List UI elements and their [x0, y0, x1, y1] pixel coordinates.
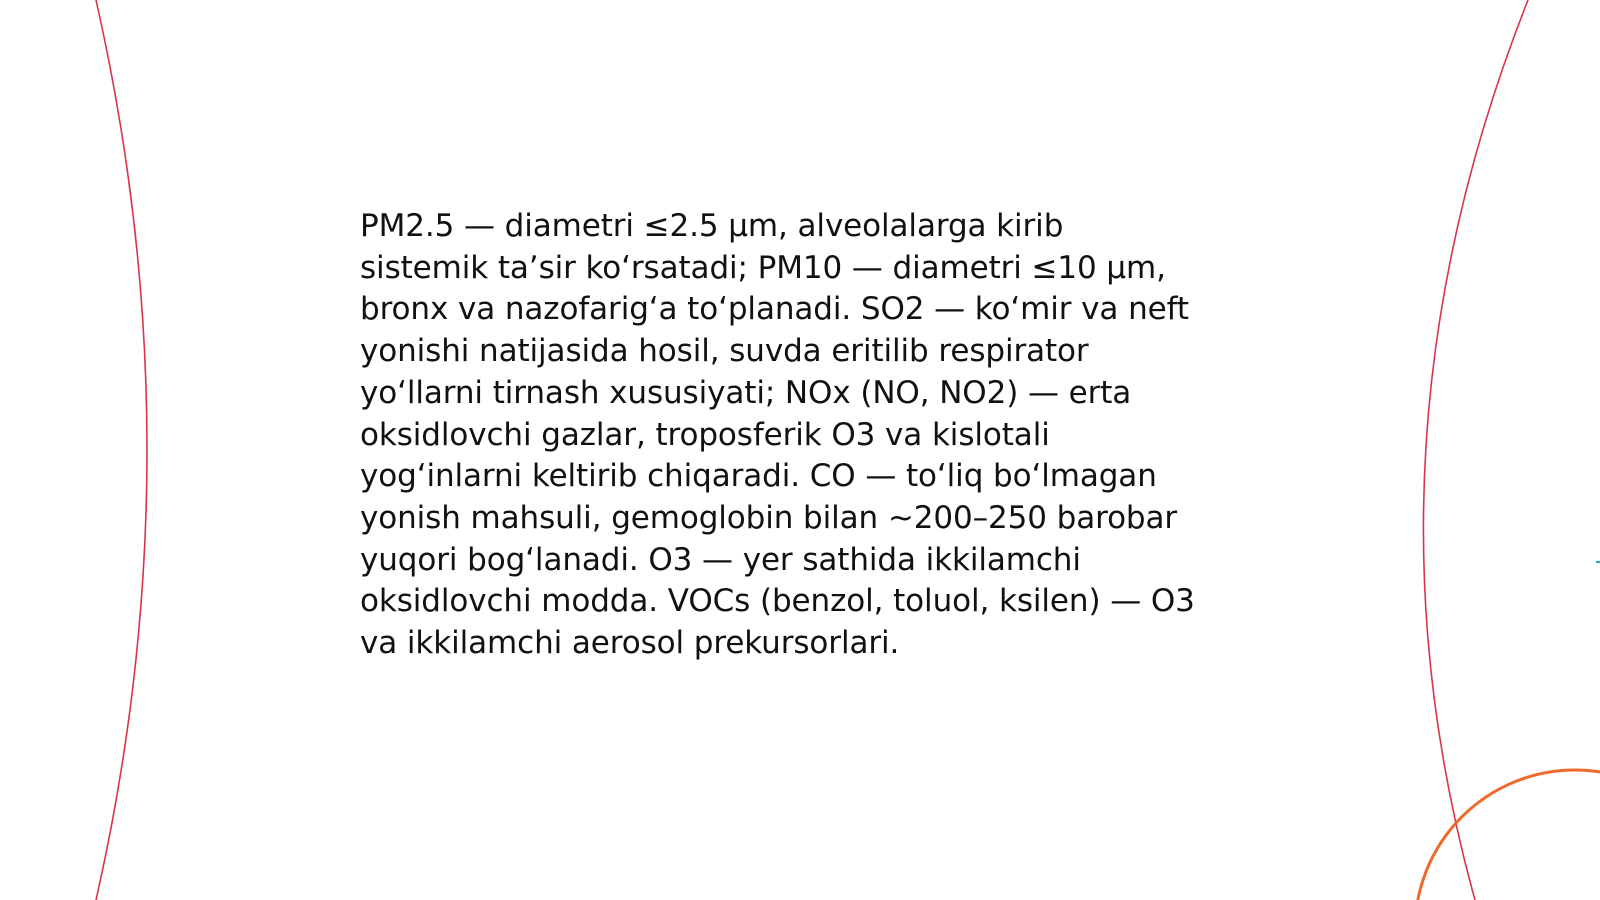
left-red-curve: [96, 0, 147, 900]
orange-circle-outline: [1415, 770, 1600, 900]
body-text: PM2.5 — diametri ≤2.5 µm, alveolalarga kirib sistemik taʼsir koʻrsatadi; PM10 — diametri ≤10 µm, bronx va nazofarigʻa toʻplanadi. SO2 — koʻmir va neft yonishi natijasida hosil, suvda eritilib respirator yoʻllarni tirnash xususiyati; NOx (NO, NO2) — erta oksidlovchi gazlar, troposferik O3 va kislotali yogʻinlarni keltirib chiqaradi. CO — toʻliq boʻlmagan yonish mahsuli, gemoglobin bilan ~200–250 barobar yuqori bogʻlanadi. O3 — yer sathida ikkilamchi oksidlovchi modda. VOCs (benzol, toluol, ksilen) — O3 va ikkilamchi aerosol prekursorlari.: [360, 208, 1195, 662]
right-red-curve: [1423, 0, 1528, 900]
